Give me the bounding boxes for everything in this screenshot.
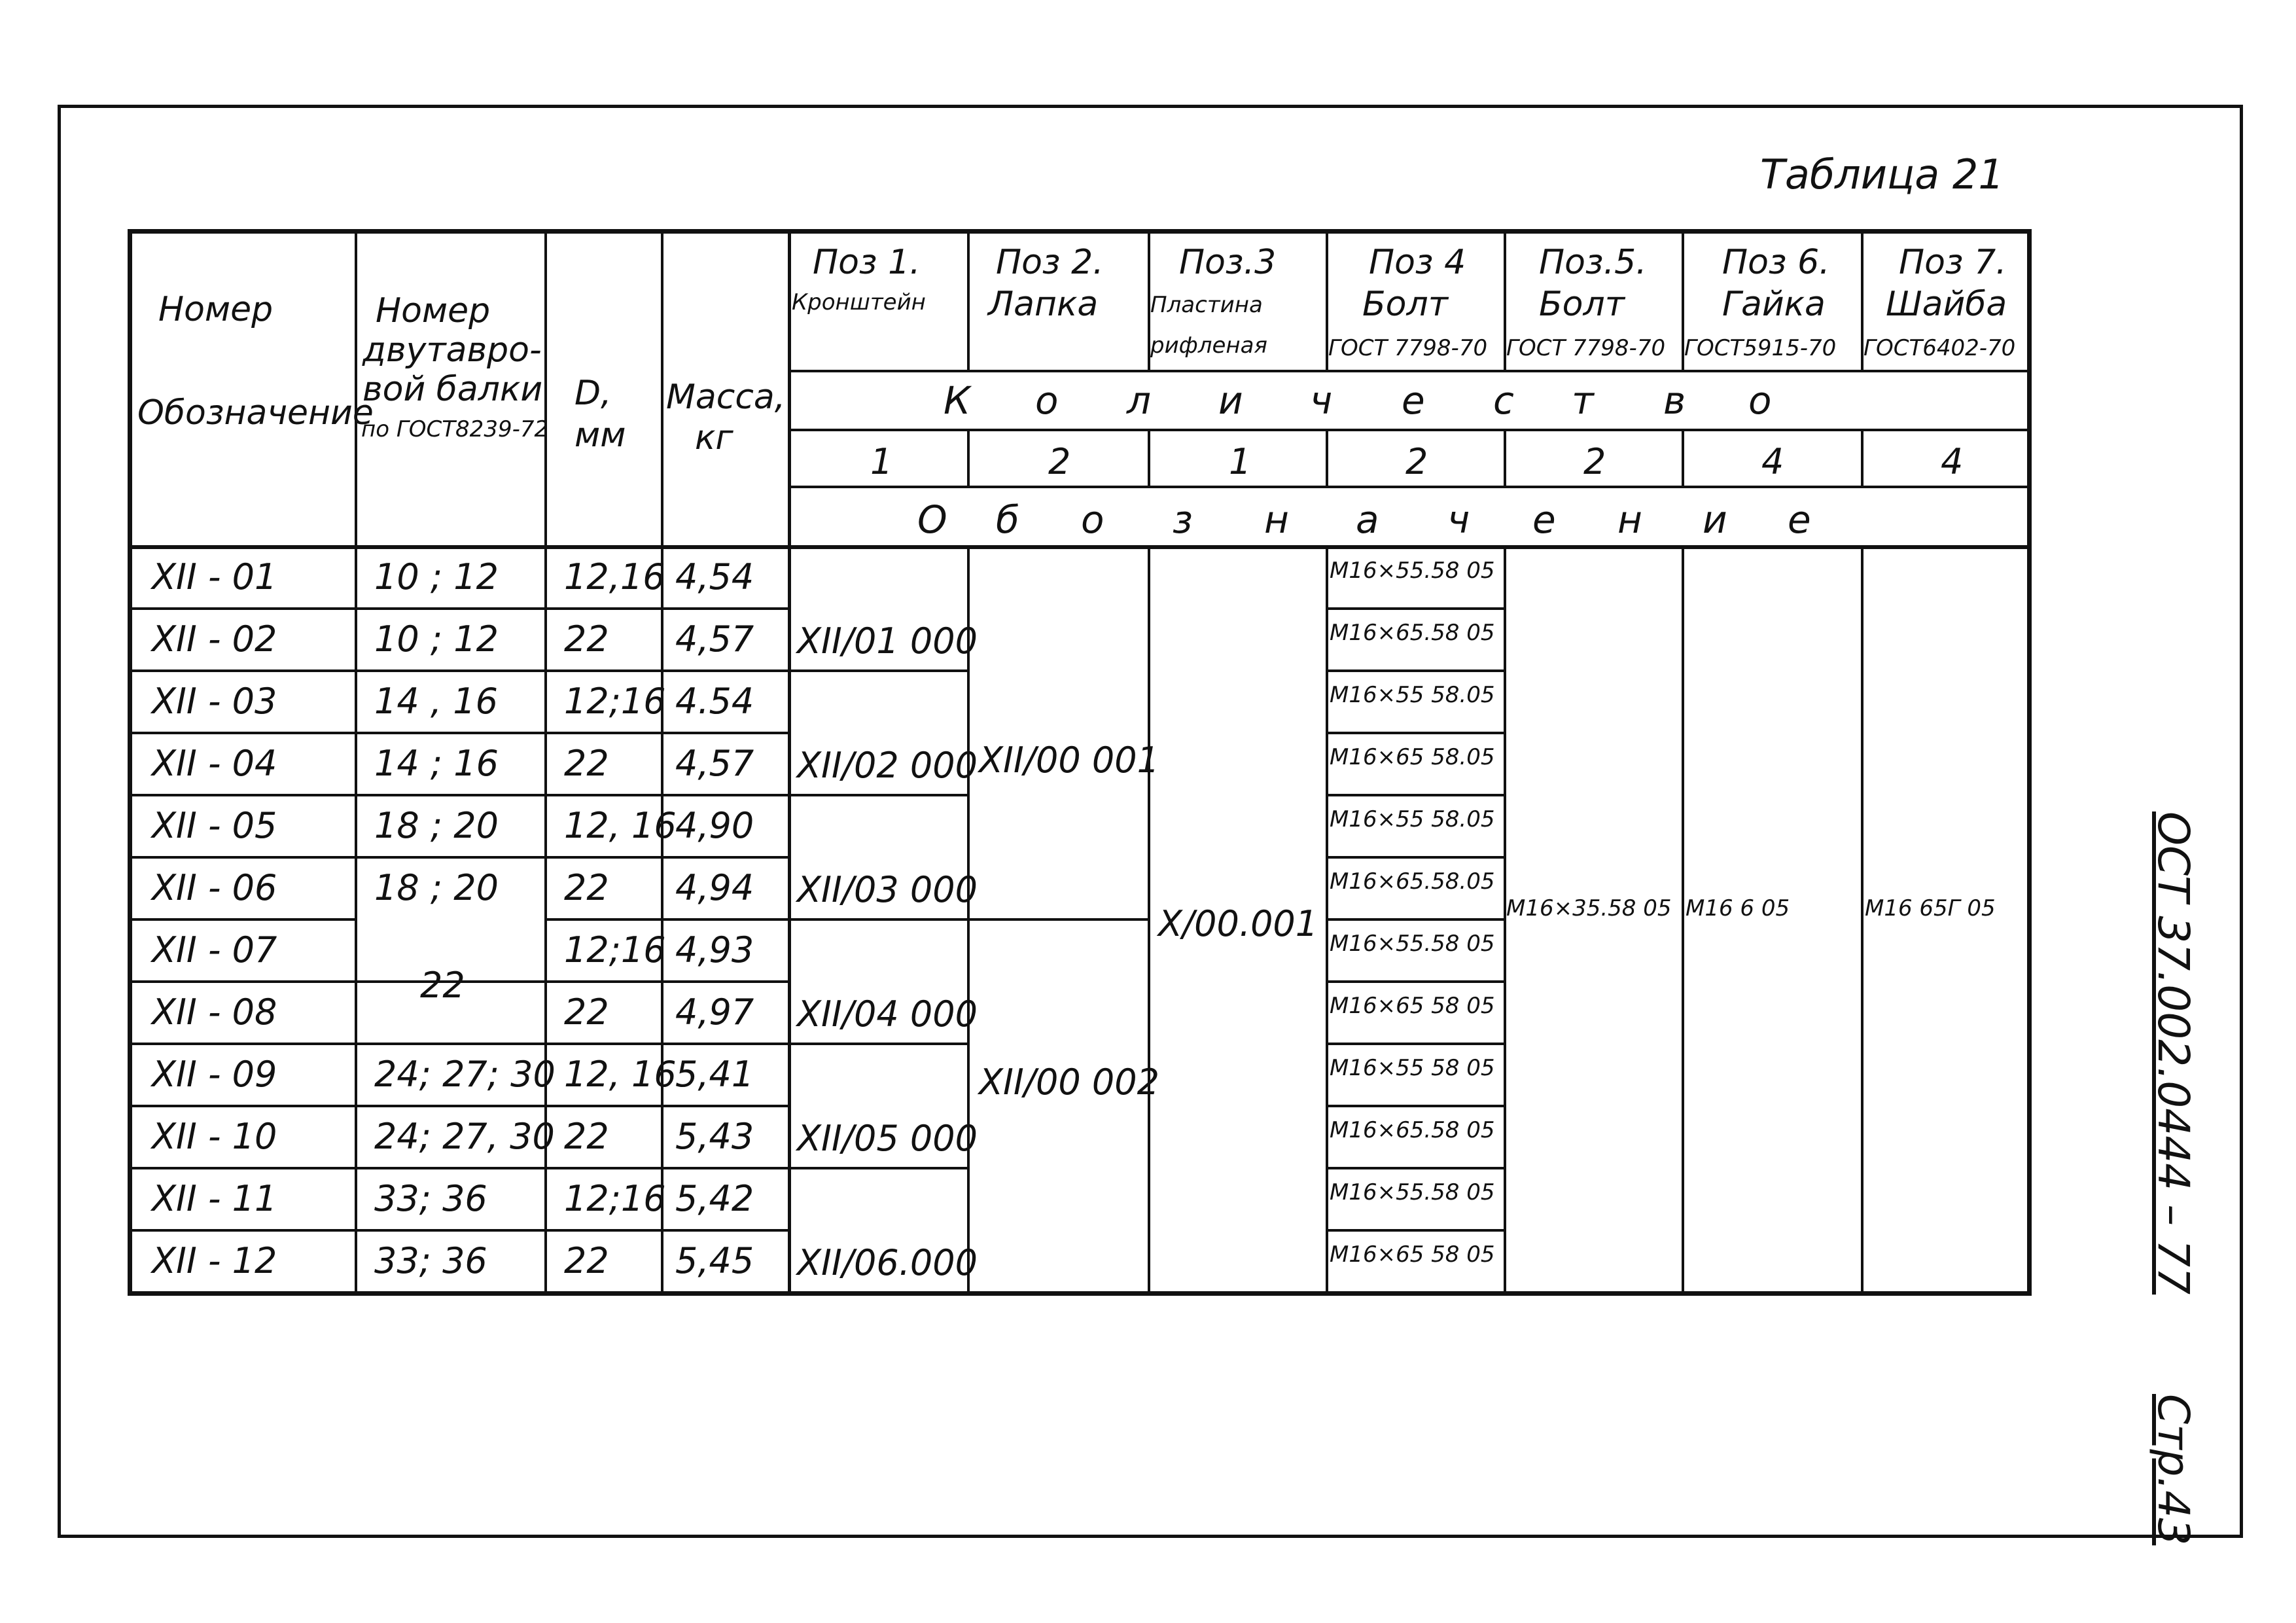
quantity-letter: л [1127, 378, 1152, 423]
row-beam-number: 18 ; 20 [374, 867, 499, 908]
row-beam-number: 24; 27; 30 [374, 1054, 556, 1095]
row-diameter: 12;16 [564, 929, 666, 971]
pos7-l2: Шайба [1886, 285, 2007, 324]
grid-line [788, 918, 967, 921]
row-mass: 4,54 [675, 556, 754, 597]
row-mass: 4,97 [675, 991, 754, 1033]
row-bolt-pos4: М16×65.58 05 [1330, 620, 1495, 646]
pos2-group: XII/00 002 [979, 1061, 1159, 1103]
grid-line [1148, 545, 1150, 1291]
pos4-l1: Поз 4 [1369, 243, 1466, 282]
header-beam-l1: Номер [376, 291, 491, 330]
grid-line [967, 429, 970, 488]
grid-line [788, 1167, 967, 1169]
grid-line [1148, 429, 1150, 488]
grid-line [132, 980, 355, 983]
quantity-letter: т [1572, 378, 1594, 423]
row-beam-number: 33; 36 [374, 1240, 487, 1281]
grid-line [355, 607, 544, 610]
designation-letter: е [1788, 497, 1811, 542]
quantity-letter: К [944, 378, 971, 423]
qty-pos6: 4 [1761, 441, 1784, 482]
row-beam-number: 14 , 16 [374, 681, 498, 722]
pos1-group: XII/03 000 [797, 869, 978, 910]
row-mass: 5,43 [675, 1116, 754, 1157]
grid-line [132, 918, 355, 921]
row-designation: XII - 06 [152, 867, 277, 908]
grid-line [967, 918, 1148, 921]
designation-letter: а [1356, 497, 1379, 542]
header-designation: Обозначение [137, 393, 374, 433]
quantity-letter: о [1748, 378, 1772, 423]
grid-line [355, 732, 544, 734]
pos3-l2: Пластина [1150, 292, 1263, 318]
row-designation: XII - 01 [152, 556, 277, 597]
pos3-l3: рифленая [1150, 332, 1267, 359]
row-mass: 4,57 [675, 618, 754, 660]
row-designation: XII - 04 [152, 743, 277, 784]
row-mass: 4,94 [675, 867, 754, 908]
header-beam-line1: Номер [158, 290, 274, 329]
grid-line [132, 607, 355, 610]
grid-line [1326, 980, 1504, 983]
row-diameter: 22 [564, 1240, 609, 1281]
quantity-letter: в [1663, 378, 1686, 423]
grid-line [544, 1043, 788, 1045]
row-diameter: 12,16 [564, 556, 665, 597]
pos7-merged: М16 65Г 05 [1865, 895, 1996, 921]
header-mass-l2: кг [695, 418, 733, 457]
row-bolt-pos4: М16×55.58 05 [1330, 1179, 1495, 1205]
grid-line [355, 794, 544, 796]
grid-line [661, 234, 663, 1291]
row-mass: 5,41 [675, 1054, 754, 1095]
pos5-l2: Болт [1539, 285, 1625, 324]
grid-line [132, 732, 355, 734]
grid-line [544, 669, 788, 672]
pos6-l3: ГОСТ5915-70 [1684, 335, 1837, 361]
grid-line [1326, 1167, 1504, 1169]
grid-line [355, 1043, 544, 1045]
grid-line [788, 794, 967, 796]
row-designation: XII - 03 [152, 681, 277, 722]
qty-pos4: 2 [1405, 441, 1428, 482]
pos1-group: XII/06.000 [797, 1242, 978, 1283]
header-beam-l2: двутавро- [362, 330, 542, 370]
qty-pos5: 2 [1583, 441, 1606, 482]
grid-line [967, 234, 970, 371]
row-diameter: 22 [564, 867, 609, 908]
grid-line [544, 1105, 788, 1107]
quantity-letter: о [1035, 378, 1059, 423]
quantity-letter: ч [1310, 378, 1333, 423]
grid-line [1861, 429, 1863, 488]
row-beam-number: 18 ; 20 [374, 805, 499, 846]
row-bolt-pos4: М16×55.58 05 [1330, 558, 1495, 584]
grid-line [355, 1167, 544, 1169]
pos4-l3: ГОСТ 7798-70 [1328, 335, 1488, 361]
designation-letter: е [1532, 497, 1556, 542]
beam-merged-07-08: 22 [420, 965, 465, 1006]
grid-line [132, 856, 355, 859]
header-mass-l1: Масса, [666, 378, 786, 417]
pos2-group: XII/00 001 [979, 740, 1159, 781]
row-bolt-pos4: М16×65 58.05 [1330, 744, 1495, 770]
quantity-letter: с [1493, 378, 1514, 423]
grid-line [132, 1105, 355, 1107]
row-bolt-pos4: М16×65 58 05 [1330, 1241, 1495, 1268]
designation-letter: н [1264, 497, 1289, 542]
row-beam-number: 24; 27, 30 [374, 1116, 555, 1157]
grid-line [544, 607, 788, 610]
grid-line [788, 234, 791, 1291]
pos1-l1: Поз 1. [813, 243, 921, 282]
grid-line [355, 669, 544, 672]
grid-line [1682, 545, 1684, 1291]
grid-line [1326, 1043, 1504, 1045]
grid-line [132, 1167, 355, 1169]
row-beam-number: 33; 36 [374, 1178, 487, 1219]
pos1-group: XII/05 000 [797, 1118, 978, 1159]
side-doc-code: ОСТ 37.002.0444 – 77 [2148, 812, 2199, 1295]
row-bolt-pos4: М16×65.58.05 [1330, 868, 1495, 895]
pos6-l1: Поз 6. [1722, 243, 1830, 282]
pos4-l2: Болт [1362, 285, 1449, 324]
grid-line [544, 1229, 788, 1232]
pos1-group: XII/04 000 [797, 993, 978, 1035]
header-d-l2: мм [574, 416, 626, 455]
row-bolt-pos4: М16×55.58 05 [1330, 931, 1495, 957]
pos2-l1: Поз 2. [996, 243, 1104, 282]
grid-line [1682, 429, 1684, 488]
row-diameter: 22 [564, 618, 609, 660]
designation-letter: ч [1447, 497, 1470, 542]
row-diameter: 12;16 [564, 1178, 666, 1219]
grid-line [132, 669, 355, 672]
grid-line [544, 856, 788, 859]
row-designation: XII - 02 [152, 618, 277, 660]
grid-line [1504, 429, 1506, 488]
row-designation: XII - 10 [152, 1116, 277, 1157]
grid-line [544, 918, 788, 921]
grid-line [1326, 856, 1504, 859]
row-designation: XII - 05 [152, 805, 277, 846]
grid-line [132, 1229, 355, 1232]
grid-line [1861, 545, 1863, 1291]
row-mass: 4,93 [675, 929, 754, 971]
grid-line [544, 794, 788, 796]
row-designation: XII - 09 [152, 1054, 277, 1095]
header-beam-l4: по ГОСТ8239-72 [361, 416, 549, 442]
pos6-merged: М16 6 05 [1686, 895, 1790, 921]
row-mass: 4.54 [675, 681, 754, 722]
grid-line [355, 234, 357, 1291]
row-bolt-pos4: М16×65 58 05 [1330, 993, 1495, 1019]
grid-line [788, 429, 2027, 431]
pos1-group: XII/02 000 [797, 745, 978, 786]
row-beam-number: 10 ; 12 [374, 556, 499, 597]
designation-letter: и [1703, 497, 1727, 542]
row-diameter: 22 [564, 743, 609, 784]
grid-line [132, 1043, 355, 1045]
spec-table [128, 229, 2032, 1296]
grid-line [788, 669, 967, 672]
row-diameter: 22 [564, 1116, 609, 1157]
pos6-l2: Гайка [1722, 285, 1826, 324]
grid-line [1326, 794, 1504, 796]
pos3-l1: Поз.3 [1179, 243, 1277, 282]
quantity-letter: е [1402, 378, 1425, 423]
row-mass: 4,57 [675, 743, 754, 784]
quantity-letter: и [1218, 378, 1243, 423]
row-bolt-pos4: М16×55 58.05 [1330, 682, 1495, 708]
qty-pos2: 2 [1048, 441, 1071, 482]
row-diameter: 12;16 [564, 681, 666, 722]
row-designation: XII - 08 [152, 991, 277, 1033]
grid-line [1326, 918, 1504, 921]
grid-line [1326, 607, 1504, 610]
grid-line [1326, 732, 1504, 734]
row-mass: 4,90 [675, 805, 754, 846]
designation-letter: б [996, 497, 1019, 542]
row-designation: XII - 07 [152, 929, 277, 971]
grid-line [1326, 1105, 1504, 1107]
grid-line [132, 794, 355, 796]
pos3-merged: X/00.001 [1158, 903, 1318, 944]
row-bolt-pos4: М16×55 58 05 [1330, 1055, 1495, 1081]
header-d-l1: D, [574, 374, 612, 413]
grid-line [788, 370, 2027, 372]
pos5-l3: ГОСТ 7798-70 [1506, 335, 1666, 361]
grid-line [544, 1167, 788, 1169]
grid-line [355, 1229, 544, 1232]
grid-line [544, 980, 788, 983]
grid-line [788, 1043, 967, 1045]
row-mass: 5,42 [675, 1178, 754, 1219]
row-designation: XII - 11 [152, 1178, 277, 1219]
designation-letter: о [1081, 497, 1104, 542]
table-title: Таблица 21 [1760, 151, 2004, 198]
designation-letter: н [1617, 497, 1642, 542]
qty-pos7: 4 [1941, 441, 1964, 482]
row-beam-number: 14 ; 16 [374, 743, 499, 784]
pos5-l1: Поз.5. [1539, 243, 1647, 282]
qty-pos1: 1 [870, 441, 893, 482]
side-page-number: Стр.43 [2148, 1394, 2199, 1546]
qty-pos3: 1 [1229, 441, 1252, 482]
grid-line [355, 1105, 544, 1107]
grid-line [1326, 429, 1328, 488]
pos7-l1: Поз 7. [1899, 243, 2007, 282]
row-designation: XII - 12 [152, 1240, 277, 1281]
row-beam-number: 10 ; 12 [374, 618, 499, 660]
row-bolt-pos4: М16×65.58 05 [1330, 1117, 1495, 1143]
grid-line [544, 732, 788, 734]
pos1-group: XII/01 000 [797, 620, 978, 662]
grid-line [132, 545, 2027, 549]
pos2-l2: Лапка [988, 285, 1099, 324]
pos5-merged: М16×35.58 05 [1506, 895, 1672, 921]
pos1-l2: Кронштейн [792, 289, 926, 315]
row-bolt-pos4: М16×55 58.05 [1330, 806, 1495, 832]
grid-line [788, 486, 2027, 488]
row-diameter: 12, 16 [564, 805, 677, 846]
pos7-l3: ГОСТ6402-70 [1863, 335, 2016, 361]
grid-line [1326, 1229, 1504, 1232]
header-beam-l3: вой балки [362, 370, 543, 409]
grid-line [1326, 669, 1504, 672]
row-mass: 5,45 [675, 1240, 754, 1281]
designation-letter: О [917, 497, 947, 542]
row-diameter: 22 [564, 991, 609, 1033]
grid-line [355, 856, 544, 859]
designation-letter: з [1173, 497, 1193, 542]
row-diameter: 12, 16 [564, 1054, 677, 1095]
